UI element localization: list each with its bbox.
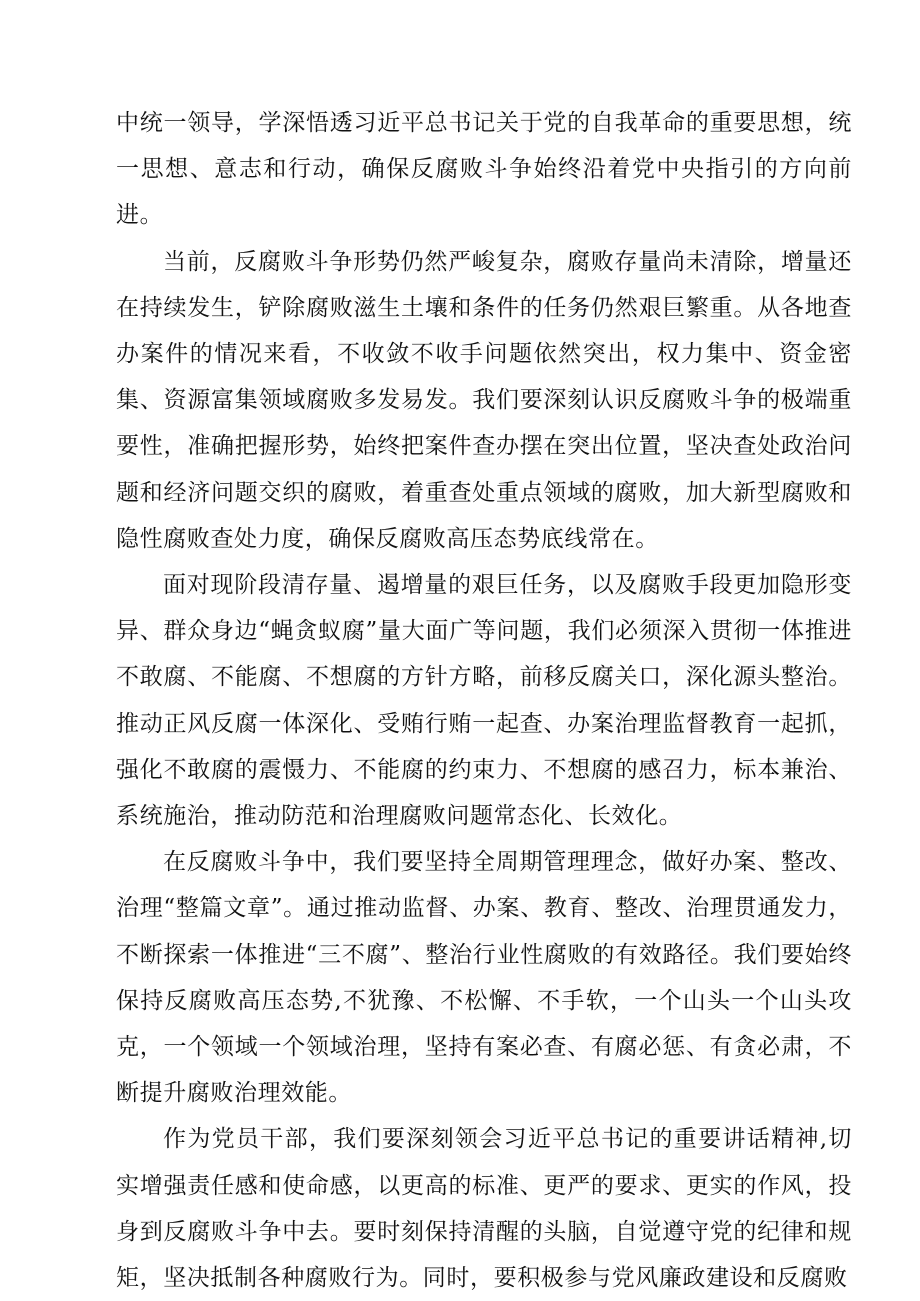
paragraph-approach: 面对现阶段清存量、遏增量的艰巨任务，以及腐败手段更加隐形变异、群众身边“蝇贪蚁腐”量大面广等问题，我们必须深入贯彻一体推进不敢腐、不能腐、不想腐的方针方略，前移反腐关口，深化源头整治。推动正风反腐一体深化、受贿行贿一起查、办案治理监督教育一起抓，强化不敢腐的震慑力、不能腐的约束力、不想腐的感召力，标本兼治、系统施治，推动防范和治理腐败问题常态化、长效化。: [116, 572, 852, 830]
paragraph-situation: 当前，反腐败斗争形势仍然严峻复杂，腐败存量尚未清除，增量还在持续发生，铲除腐败滋生土壤和条件的任务仍然艰巨繁重。从各地查办案件的情况来看，不收敛不收手问题依然突出，权力集中、资金密集、资源富集领域腐败多发易发。我们要深刻认识反腐败斗争的极端重要性，准确把握形势，始终把案件查办摆在突出位置，坚决查处政治问题和经济问题交织的腐败，着重查处重点领域的腐败，加大新型腐败和隐性腐败查处力度，确保反腐败高压态势底线常在。: [116, 248, 852, 552]
paragraph-continuation: 中统一领导，学深悟透习近平总书记关于党的自我革命的重要思想，统一思想、意志和行动，确保反腐败斗争始终沿着党中央指引的方向前进。: [116, 110, 852, 229]
paragraph-party-members: 作为党员干部，我们要深刻领会习近平总书记的重要讲话精神,切实增强责任感和使命感，以更高的标准、更严的要求、更实的作风，投身到反腐败斗争中去。要时刻保持清醒的头脑，自觉遵守党的纪律和规矩，坚决抵制各种腐败行为。同时，要积极参与党风廉政建设和反腐败: [116, 1126, 852, 1292]
paragraph-full-cycle: 在反腐败斗争中，我们要坚持全周期管理理念，做好办案、整改、治理“整篇文章”。通过推动监督、办案、教育、整改、治理贯通发力，不断探索一体推进“三不腐”、整治行业性腐败的有效路径。我们要始终保持反腐败高压态势,不犹豫、不松懈、不手软，一个山头一个山头攻克，一个领域一个领域治理，坚持有案必查、有腐必惩、有贪必肃，不断提升腐败治理效能。: [116, 849, 852, 1107]
document-body: [116, 100, 852, 1301]
